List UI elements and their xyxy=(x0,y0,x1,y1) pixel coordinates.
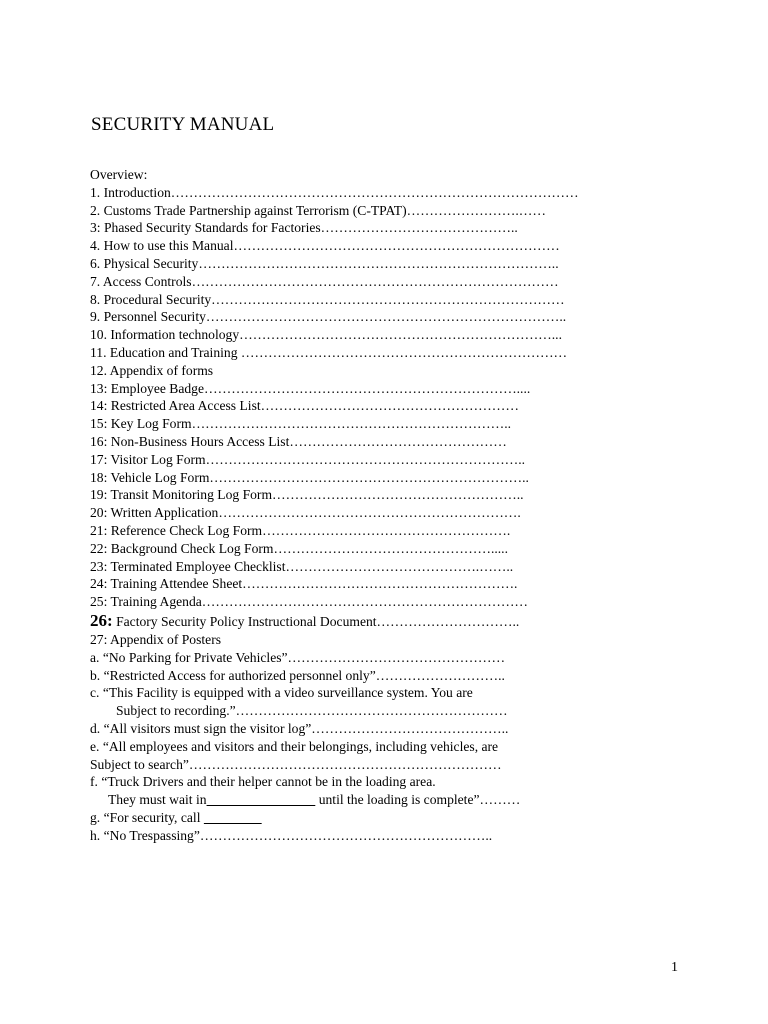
poster-f-blank xyxy=(207,792,316,807)
toc-entry: 22: Background Check Log Form…………………………………………..... xyxy=(90,540,508,556)
document-title: SECURITY MANUAL xyxy=(91,114,275,135)
toc-entry: 9. Personnel Security…………………………………………………………………….. xyxy=(90,309,567,325)
toc-entry: 2. Customs Trade Partnership against Terrorism (C-TPAT)…………………….…… xyxy=(90,202,546,218)
toc-entry: 12. Appendix of forms xyxy=(90,362,214,378)
toc-entry-27: 27: Appendix of Posters xyxy=(90,631,222,647)
page-number: 1 xyxy=(671,960,678,975)
toc-entry: 4. How to use this Manual……………………………………………………………… xyxy=(90,238,560,254)
toc-entry: 1. Introduction……………………………………………………………………………… xyxy=(90,184,579,200)
poster-h: h. “No Trespassing”……………………………………………………….. xyxy=(90,827,493,843)
table-of-contents xyxy=(90,166,650,844)
toc-entry: 6. Physical Security…………………………………………………………………….. xyxy=(90,255,559,271)
poster-c-line1: c. “This Facility is equipped with a video surveillance system. You are xyxy=(90,685,473,701)
toc-entry: 24: Training Attendee Sheet……………………………………………………. xyxy=(90,576,518,592)
poster-f-text-a: They must wait in xyxy=(108,792,207,808)
toc-entry: 8. Procedural Security…………………………………………………………………… xyxy=(90,291,565,307)
poster-b: b. “Restricted Access for authorized personnel only”……………………….. xyxy=(90,667,505,683)
toc-entry: 15: Key Log Form…………………………………………………………….. xyxy=(90,416,512,432)
toc-entry-26-text: Factory Security Policy Instructional Document………………………….. xyxy=(112,613,520,629)
poster-e-line2: Subject to search”…………………………………………………………… xyxy=(90,756,502,772)
poster-g xyxy=(90,809,650,827)
toc-entry: 19: Transit Monitoring Log Form……………………………………………….. xyxy=(90,487,524,503)
poster-e-line1: e. “All employees and visitors and their belongings, including vehicles, are xyxy=(90,738,499,754)
toc-entry: 23: Terminated Employee Checklist…………………………………….…….. xyxy=(90,558,514,574)
poster-g-blank xyxy=(204,810,262,825)
toc-entry: 10. Information technology……………………………………………………………... xyxy=(90,327,562,343)
overview-label: Overview: xyxy=(90,167,148,182)
toc-entry: 11. Education and Training ……………………………………………………………… xyxy=(90,344,568,360)
toc-entry: 13: Employee Badge…………………………………………………………….... xyxy=(90,380,531,396)
toc-entry: 7. Access Controls……………………………………………………………………… xyxy=(90,273,559,289)
toc-entry: 16: Non-Business Hours Access List………………………………………… xyxy=(90,433,507,449)
toc-entry: 3: Phased Security Standards for Factories…………………………………….. xyxy=(90,220,518,236)
toc-entry: 17: Visitor Log Form…………………………………………………………….. xyxy=(90,451,526,467)
poster-f-line1: f. “Truck Drivers and their helper cannot be in the loading area. xyxy=(90,774,436,790)
poster-a: a. “No Parking for Private Vehicles”………………………………………… xyxy=(90,649,506,665)
poster-g-text: g. “For security, call xyxy=(90,809,204,825)
toc-entry-26 xyxy=(90,611,650,631)
toc-entry-26-number: 26: xyxy=(90,610,113,630)
toc-entry: 25: Training Agenda……………………………………………………………… xyxy=(90,594,529,610)
toc-entry: 20: Written Application…………………………………………………………. xyxy=(90,505,521,521)
toc-entry: 18: Vehicle Log Form…………………………………………………………….. xyxy=(90,469,529,485)
poster-c-line2: Subject to recording.”…………………………………………………… xyxy=(116,703,508,719)
poster-d: d. “All visitors must sign the visitor log”…………………………………….. xyxy=(90,720,509,736)
toc-entry: 14: Restricted Area Access List………………………………………………… xyxy=(90,398,519,414)
poster-f-line2 xyxy=(90,791,650,809)
toc-entry: 21: Reference Check Log Form………………………………………………. xyxy=(90,522,511,538)
poster-f-text-b: until the loading is complete”……… xyxy=(315,792,521,808)
